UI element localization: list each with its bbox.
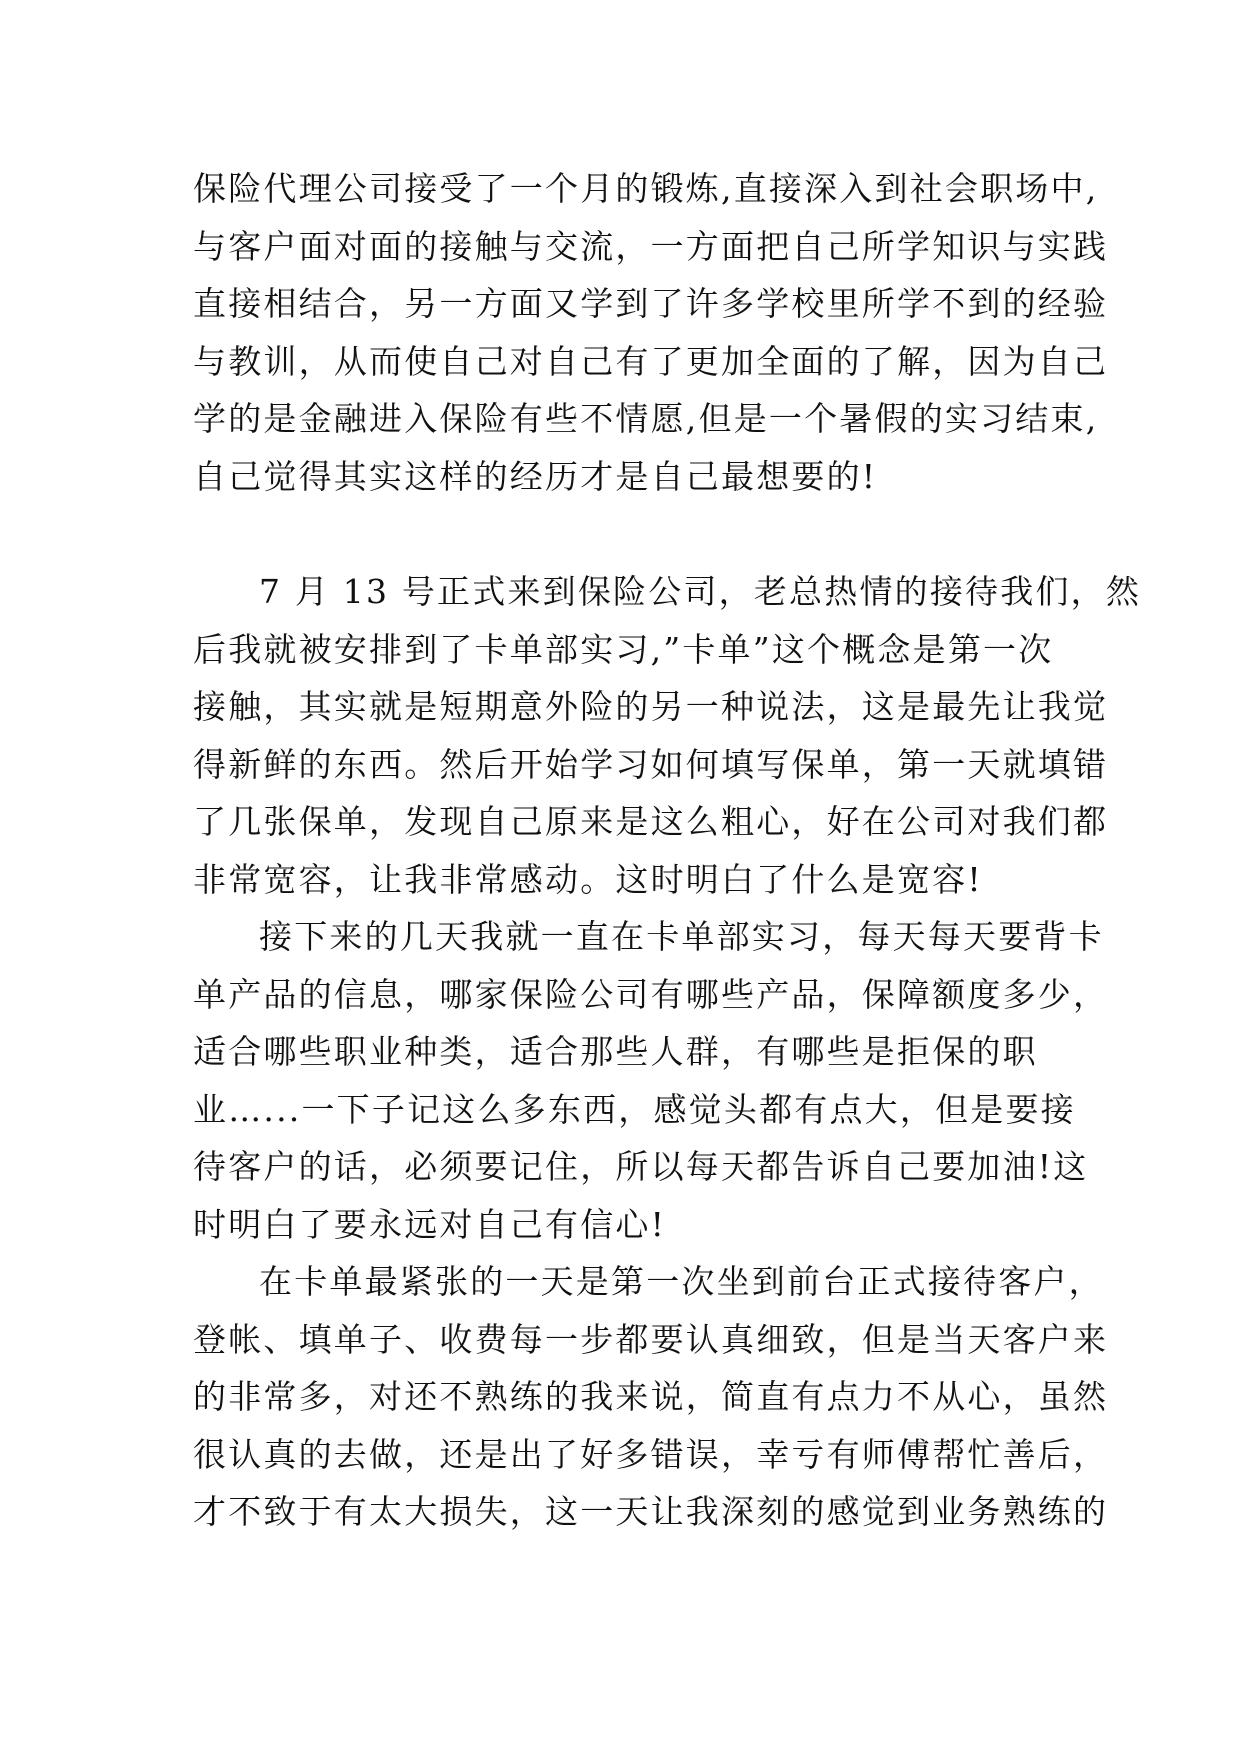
text-line: 业…...一下子记这么多东西，感觉头都有点大，但是要接 xyxy=(193,1089,1076,1129)
text-line: 适合哪些职业种类，适合那些人群，有哪些是拒保的职 xyxy=(193,1032,1038,1071)
text-line: 在卡单最紧张的一天是第一次坐到前台正式接待客户， xyxy=(259,1262,1104,1301)
text-line: 时明白了要永远对自己有信心! xyxy=(193,1204,667,1244)
text-line: 非常宽容，让我非常感动。这时明白了什么是宽容! xyxy=(193,859,983,899)
text-line: 直接相结合，另一方面又学到了许多学校里所学不到的经验 xyxy=(193,284,1109,323)
text-line: 待客户的话，必须要记住，所以每天都告诉自己要加油!这 xyxy=(193,1147,1089,1186)
paragraph-3 xyxy=(193,908,1109,1253)
text-line: 与客户面对面的接触与交流，一方面把自己所学知识与实践 xyxy=(193,226,1109,266)
text-line: 学的是金融进入保险有些不情愿,但是一个暑假的实习结束, xyxy=(193,399,1099,438)
text-line: 的非常多，对还不熟练的我来说，简直有点力不从心，虽然 xyxy=(193,1377,1109,1416)
text-line: 才不致于有太大损失，这一天让我深刻的感觉到业务熟练的 xyxy=(193,1492,1109,1531)
paragraph-4 xyxy=(193,1253,1109,1541)
text-line: 自己觉得其实这样的经历才是自己最想要的! xyxy=(193,456,878,496)
text-block-main xyxy=(193,563,1142,1541)
paragraph-2 xyxy=(193,563,1142,908)
text-line: 保险代理公司接受了一个月的锻炼,直接深入到社会职场中, xyxy=(193,169,1099,208)
text-line: 很认真的去做，还是出了好多错误，幸亏有师傅帮忙善后， xyxy=(193,1434,1109,1474)
text-line: 接下来的几天我就一直在卡单部实习，每天每天要背卡 xyxy=(259,917,1104,956)
text-line: 后我就被安排到了卡单部实习,”卡单”这个概念是第一次 xyxy=(193,629,1054,669)
text-line: 了几张保单，发现自己原来是这么粗心，好在公司对我们都 xyxy=(193,802,1109,841)
text-line: 7 月 13 号正式来到保险公司，老总热情的接待我们，然 xyxy=(259,572,1142,611)
text-line: 单产品的信息，哪家保险公司有哪些产品，保障额度多少， xyxy=(193,974,1109,1014)
text-line: 得新鲜的东西。然后开始学习如何填写保单，第一天就填错 xyxy=(193,744,1109,784)
text-line: 与教训，从而使自己对自己有了更加全面的了解，因为自己 xyxy=(193,341,1109,381)
text-block-top xyxy=(193,160,1109,505)
paragraph-1 xyxy=(193,160,1109,505)
text-line: 接触，其实就是短期意外险的另一种说法，这是最先让我觉 xyxy=(193,687,1109,726)
text-line: 登帐、填单子、收费每一步都要认真细致，但是当天客户来 xyxy=(193,1319,1109,1359)
